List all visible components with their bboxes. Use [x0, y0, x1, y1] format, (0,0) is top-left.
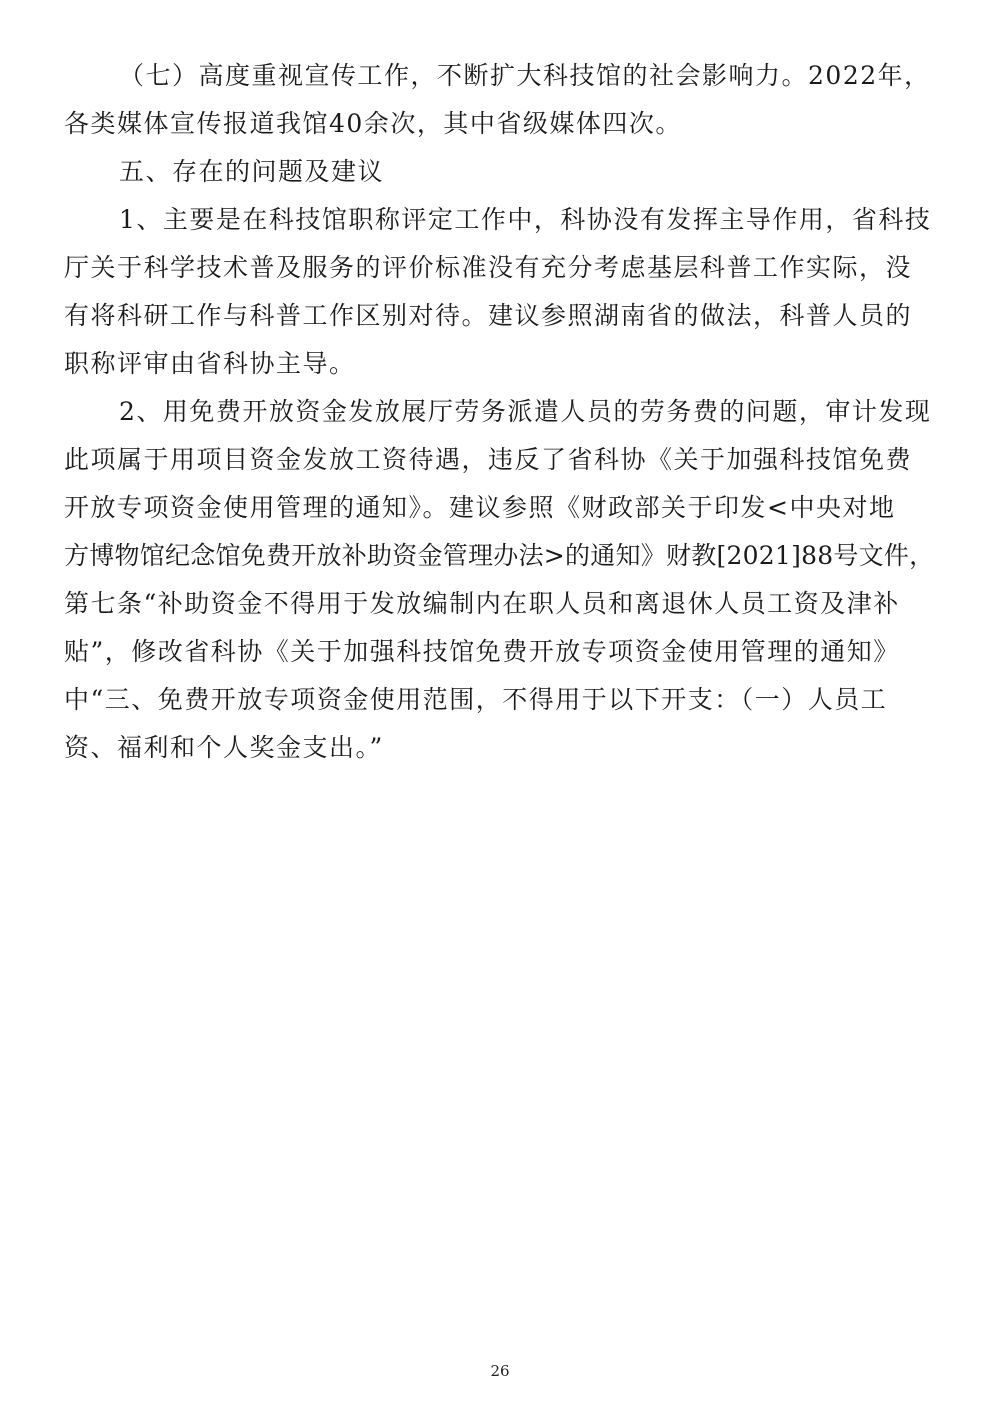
paragraph-issue-1	[64, 196, 934, 388]
text-line: 开放专项资金使用管理的通知》。建议参照《财政部关于印发<中央对地	[64, 493, 896, 522]
text-line: 有将科研工作与科普工作区别对待。建议参照湖南省的做法，科普人员的	[64, 301, 913, 330]
text-line: 此项属于用项目资金发放工资待遇，违反了省科协《关于加强科技馆免费	[64, 445, 913, 474]
text-line: 中“三、免费开放专项资金使用范围，不得用于以下开支：（一）人员工	[64, 685, 888, 714]
document-body	[64, 52, 934, 772]
text-line: 厅关于科学技术普及服务的评价标准没有充分考虑基层科普工作实际，没	[64, 253, 913, 282]
text-line: 各类媒体宣传报道我馆40余次，其中省级媒体四次。	[64, 109, 682, 138]
paragraph-issue-2	[64, 388, 934, 772]
text-line: 1、主要是在科技馆职称评定工作中，科协没有发挥主导作用，省科技	[119, 205, 932, 234]
heading-text: 五、存在的问题及建议	[119, 157, 385, 186]
section-heading	[64, 148, 934, 196]
text-line: 资、福利和个人奖金支出。”	[64, 733, 384, 762]
page-number: 26	[490, 1362, 510, 1380]
text-line: 方博物馆纪念馆免费开放补助资金管理办法>的通知》财教[2021]88号文件，	[64, 541, 935, 570]
text-line: （七）高度重视宣传工作，不断扩大科技馆的社会影响力。2022年，	[119, 61, 931, 90]
paragraph-publicity	[64, 52, 934, 148]
text-line: 职称评审由省科协主导。	[64, 349, 356, 378]
text-line: 2、用免费开放资金发放展厅劳务派遣人员的劳务费的问题，审计发现	[119, 397, 932, 426]
text-line: 贴”，修改省科协《关于加强科技馆免费开放专项资金使用管理的通知》	[64, 637, 900, 666]
text-line: 第七条“补助资金不得用于发放编制内在职人员和离退休人员工资及津补	[64, 589, 900, 618]
